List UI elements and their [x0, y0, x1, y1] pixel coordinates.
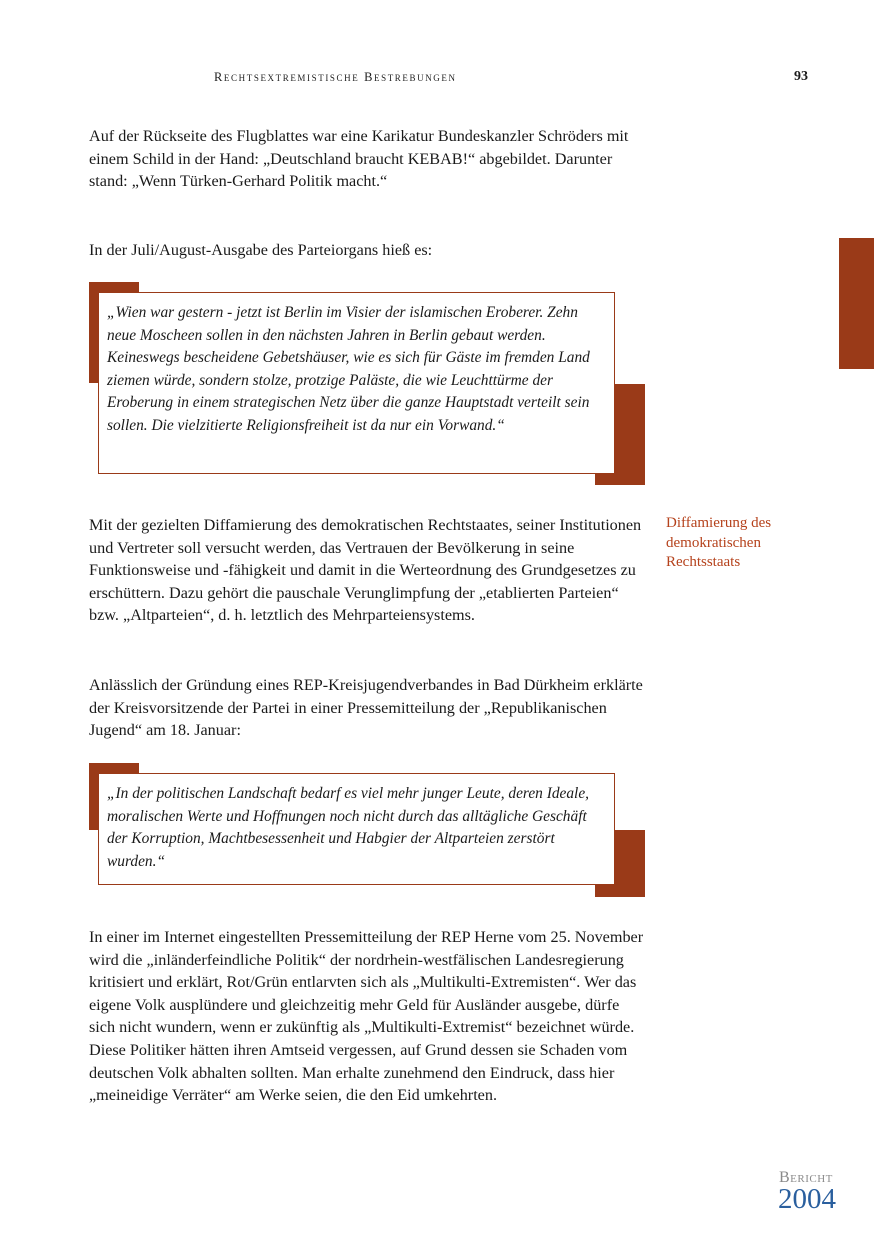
footer-year: 2004	[778, 1183, 836, 1215]
paragraph-flugblatt: Auf der Rückseite des Flugblattes war eine Karikatur Bundeskanzler Schröders mit einem Schild in der Hand: „Deutschland braucht KEBAB!“ abgebildet. Darunter stand: „Wenn Türken-Gerhard Politik macht.“	[89, 127, 629, 191]
paragraph-rep-herne: In einer im Internet eingestellten Pressemitteilung der REP Herne vom 25. November wird die „inländerfeindliche Politik“ der nordrhein-westfälischen Landesregierung kritisiert und erklärt, Rot/Grün entlarvten sich als „Multikulti-Extremisten“. Wer das eigene Volk ausplündere und gleichzeitig mehr Geld für Ausländer ausgebe, dürfe sich nicht wundern, wenn er zukünftig als „Multikulti-Extremist“ bezeichnet würde. Diese Politiker hätten ihren Amtseid vergessen, auf Grund dessen sie Schaden vom deutschen Volk abhalten sollten. Man erhalte zunehmend den Eindruck, dass hier „meineidige Verräter“ am Werke seien, die den Eid umkehrten.	[89, 928, 644, 1105]
quote-box	[98, 773, 615, 885]
quote-text-jugend: „In der politischen Landschaft bedarf es viel mehr junger Leute, deren Ideale, moralischen Werte und Hoffnungen noch nicht durch das alltägliche Geschäft der Korruption, Machtbesessenheit und Habgier der Altparteien zerstört wurden.“	[107, 785, 590, 870]
footer-word: Bericht	[779, 1169, 833, 1186]
chapter-tab	[839, 238, 874, 369]
page-number: 93	[794, 69, 808, 84]
quote-box	[98, 292, 615, 474]
running-head: Rechtsextremistische Bestrebungen	[214, 70, 457, 84]
quote-text-berlin: „Wien war gestern - jetzt ist Berlin im Visier der islamischen Eroberer. Zehn neue Moscheen sollen in den nächsten Jahren in Berlin gebaut werden. Keineswegs bescheidene Gebetshäuser, wie es sich für Gäste im fremden Land ziemen würde, sondern stolze, protzige Paläste, die wie Leuchttürme der Eroberung in einem strategischen Netz über die ganze Hauptstadt verteilt sein sollen. Die vielzitierte Religionsfreiheit ist da nur ein Vorwand.“	[107, 304, 590, 434]
paragraph-diffamierung: Mit der gezielten Diffamierung des demokratischen Rechtstaates, seiner Institutionen und Vertreter soll versucht werden, das Vertrauen der Bevölkerung in seine Funktionsweise und -fähigkeit und damit in die Werteordnung des Grundgesetzes zu erschüttern. Dazu gehört die pauschale Verunglimpfung der „etablierten Parteien“ bzw. „Altparteien“, d. h. letztlich des Mehrparteiensystems.	[89, 516, 642, 625]
paragraph-parteiorgan: In der Juli/August-Ausgabe des Parteiorgans hieß es:	[89, 241, 433, 259]
quote-block-jugend	[89, 763, 645, 897]
margin-note: Diffamierung des demokratischen Rechtsstaats	[666, 515, 772, 570]
paragraph-kreisjugendverband: Anlässlich der Gründung eines REP-Kreisjugendverbandes in Bad Dürkheim erklärte der Kreisvorsitzende der Partei in einer Pressemitteilung der „Republikanischen Jugend“ am 18. Januar:	[89, 676, 643, 740]
quote-block-berlin	[89, 282, 645, 485]
